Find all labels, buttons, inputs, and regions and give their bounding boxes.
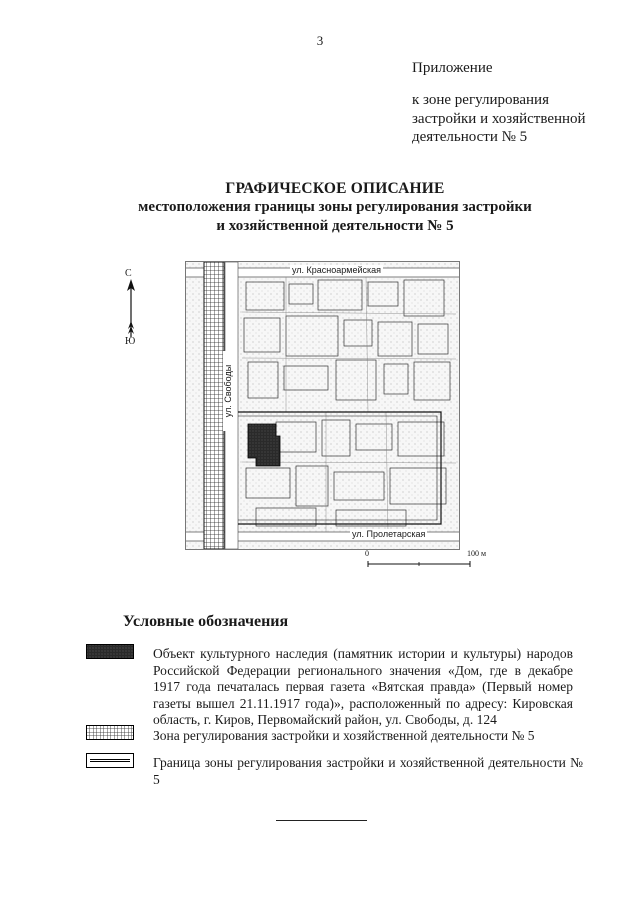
scale-bar (367, 559, 471, 569)
street-label-south: ул. Пролетарская (352, 529, 426, 539)
bottom-separator (276, 820, 367, 821)
document-heading: ГРАФИЧЕСКОЕ ОПИСАНИЕ (225, 180, 445, 197)
scale-start-label: 0 (365, 549, 369, 558)
street-label-north: ул. Красноармейская (292, 265, 382, 275)
document-subheading: местоположения границы зоны регулирования застройки (138, 199, 532, 215)
legend-title: Условные обозначения (123, 613, 289, 630)
scale-end-label: 100 м (467, 549, 487, 558)
appendix-line: деятельности № 5 (412, 129, 528, 145)
compass-north-label: С (125, 268, 132, 279)
zone-boundary-symbol (86, 753, 134, 768)
heritage-object-symbol (86, 644, 134, 659)
appendix-line: к зоне регулирования (412, 92, 549, 108)
north-arrow-icon (126, 279, 136, 337)
cadastral-map (185, 261, 460, 550)
legend-item-text: Зона регулирования застройки и хозяйственной деятельности № 5 (153, 728, 535, 743)
regulation-zone-symbol (86, 725, 134, 740)
legend-item-text: Граница зоны регулирования застройки и хозяйственной деятельности № 5 (153, 755, 583, 787)
street-label-west: ул. Свободы (223, 351, 233, 431)
appendix-title: Приложение (412, 60, 493, 76)
appendix-subtitle (412, 91, 612, 147)
appendix-line: застройки и хозяйственной (412, 110, 586, 127)
document-subheading: и хозяйственной деятельности № 5 (216, 218, 454, 234)
page-number: 3 (316, 33, 324, 48)
legend-item-text: Объект культурного наследия (памятник истории и культуры) народов Российской Федерации регионального значения «Дом, где в декабре 1917 года печаталась первая газета «Вятская правда» (Первый номер газеты вышел 21.11.1917 года)», расположенный по адресу: Кировская область, г. Киров, Первомайский район, ул. Свободы, д. 124 (153, 646, 573, 727)
compass-south-label: Ю (125, 336, 136, 347)
